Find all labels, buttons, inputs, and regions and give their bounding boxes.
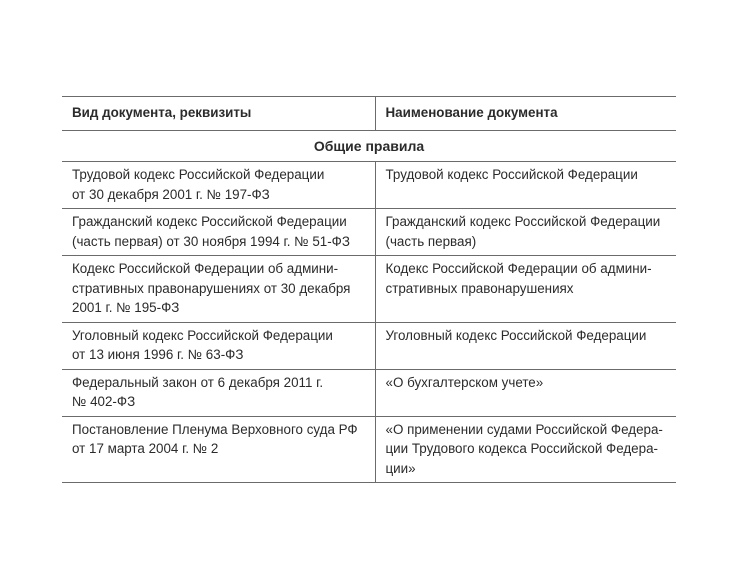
requisites-cell	[62, 209, 375, 256]
requisites-line: Гражданский кодекс Российской Федерации	[72, 214, 347, 229]
document-name-cell	[375, 256, 676, 323]
document-name-line: ции Трудового кодекса Российской Федера-	[385, 441, 658, 456]
document-name-cell	[375, 209, 676, 256]
document-name-line: стративных правонарушениях	[385, 280, 574, 296]
requisites-cell	[62, 416, 375, 483]
document-name-cell	[375, 369, 676, 416]
document-name-line: (часть первая)	[385, 233, 477, 249]
document-name-line: ции»	[385, 460, 416, 476]
document-name-line: «О применении судами Российской Федера-	[385, 421, 663, 437]
documents-table	[62, 96, 676, 483]
document-name-line: Кодекс Российской Федерации об админи-	[385, 261, 652, 276]
table-row	[62, 369, 676, 416]
requisites-line: Уголовный кодекс Российской Федерации	[72, 327, 333, 343]
table-row	[62, 162, 676, 209]
requisites-cell	[62, 322, 375, 369]
requisites-cell	[62, 369, 375, 416]
table-row	[62, 209, 676, 256]
document-name-line: Гражданский кодекс Российской Федерации	[385, 214, 661, 229]
section-row	[62, 130, 676, 162]
header-requisites: Вид документа, реквизиты	[62, 97, 375, 131]
requisites-line: 2001 г. № 195-ФЗ	[72, 300, 180, 315]
section-title: Общие правила	[62, 130, 676, 162]
table-row	[62, 256, 676, 323]
header-document-name: Наименование документа	[375, 97, 676, 131]
requisites-line: Федеральный закон от 6 декабря 2011 г.	[72, 374, 324, 390]
requisites-line: Трудовой кодекс Российской Федерации	[72, 167, 325, 182]
document-name-line: Уголовный кодекс Российской Федерации	[385, 327, 647, 343]
requisites-line: от 17 марта 2004 г. № 2	[72, 441, 219, 456]
document-name-cell	[375, 322, 676, 369]
requisites-line: от 30 декабря 2001 г. № 197-ФЗ	[72, 186, 270, 202]
requisites-line: стративных правонарушениях от 30 декабря	[72, 280, 351, 296]
requisites-cell	[62, 256, 375, 323]
requisites-line: Кодекс Российской Федерации об админи-	[72, 261, 339, 276]
requisites-line: Постановление Пленума Верховного суда РФ	[72, 421, 358, 437]
document-name-cell	[375, 162, 676, 209]
table-row	[62, 416, 676, 483]
requisites-line: (часть первая) от 30 ноября 1994 г. № 51-ФЗ	[72, 233, 350, 249]
requisites-line: от 13 июня 1996 г. № 63-ФЗ	[72, 347, 244, 362]
document-name-cell	[375, 416, 676, 483]
document-name-line: Трудовой кодекс Российской Федерации	[385, 167, 638, 182]
document-name-line: «О бухгалтерском учете»	[385, 374, 544, 390]
requisites-line: № 402-ФЗ	[72, 394, 136, 409]
requisites-cell	[62, 162, 375, 209]
table-row	[62, 322, 676, 369]
table-header-row	[62, 97, 676, 131]
